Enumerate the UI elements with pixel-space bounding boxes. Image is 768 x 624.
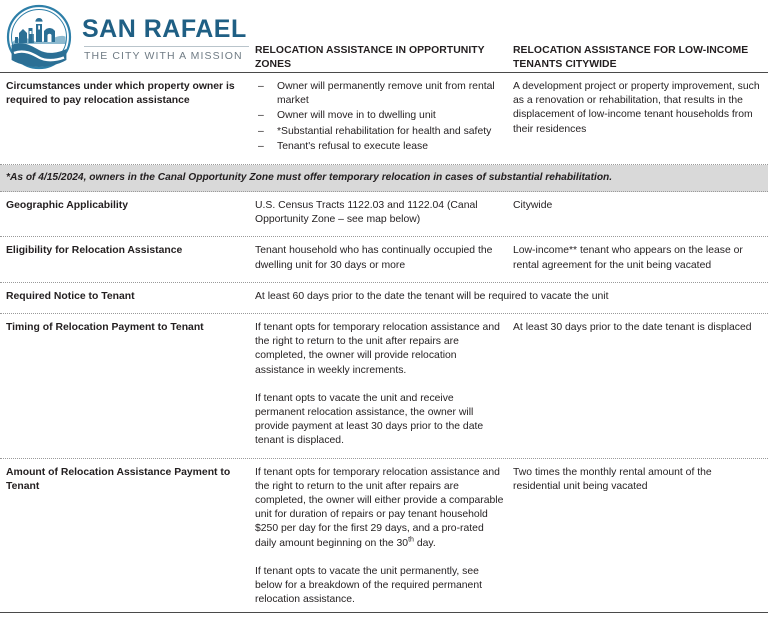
row-cell-timing-citywide [513,314,768,458]
table-row [0,314,768,459]
row-cell-eligibility-oz [255,237,513,281]
note-text: *As of 4/15/2024, owners in the Canal Opportunity Zone must offer temporary relocation in cases of substantial rehabilitation. [6,172,613,184]
list-item [255,80,505,108]
paragraph: If tenant opts to vacate the unit and receive permanent relocation assistance, the owner will provide payment at least 30 days prior to the date tenant is displaced. [255,392,484,447]
row-cell-geographic-oz [255,192,513,236]
list-item [255,109,505,123]
row-cell-required-notice-spanned [255,283,768,313]
paragraph: U.S. Census Tracts 1122.03 and 1122.04 (Canal Opportunity Zone – see map below) [255,200,478,226]
paragraph: If tenant opts to vacate the unit permanently, see below for a breakdown of the required permanent relocation assistance. [255,565,483,606]
amount-text-after-ordinal: day. [413,537,436,549]
table-bottom-rule [0,612,768,613]
table-row [0,73,768,165]
row-label-required-notice: Required Notice to Tenant [6,290,135,302]
list-item-label: Owner will move in to dwelling unit [277,110,436,122]
dash-bullet-icon: – [258,81,264,92]
table-row [0,192,768,237]
list-item-label: *Substantial rehabilitation for health and safety [277,125,492,137]
paragraph: Tenant household who has continually occupied the dwelling unit for 30 days or more [255,245,493,271]
row-cell-amount-oz [255,459,513,617]
row-cell-circumstances-oz [255,73,513,164]
paragraph: Two times the monthly rental amount of the residential unit being vacated [513,466,712,492]
row-cell-geographic-citywide [513,192,768,236]
list-item-label: Tenant's refusal to execute lease [277,140,429,152]
table-column-headers [0,44,768,72]
comparison-table [0,72,768,616]
dash-bullet-icon: – [258,110,264,122]
paragraph: If tenant opts for temporary relocation assistance and the right to return to the unit after repairs are completed, the owner will provide relocation assistance in weekly increments. [255,322,500,376]
paragraph: At least 30 days prior to the date tenant is displaced [513,322,752,334]
table-row [0,237,768,282]
logo-title: SAN RAFAEL [82,15,247,44]
paragraph [255,466,505,551]
list-item [255,125,505,139]
circumstances-bullet-list [255,80,505,154]
row-label-timing: Timing of Relocation Payment to Tenant [6,322,204,334]
row-label-eligibility: Eligibility for Relocation Assistance [6,245,183,257]
row-cell-timing-oz [255,314,513,458]
dash-bullet-icon: – [258,125,264,137]
dash-bullet-icon: – [258,140,264,152]
row-cell-circumstances-citywide [513,73,768,164]
substantial-rehabilitation-note-band [0,165,768,192]
ordinal-suffix: th [408,536,414,544]
table-row [0,283,768,314]
row-label-geographic-applicability: Geographic Applicability [6,200,129,212]
row-cell-amount-citywide [513,459,768,617]
row-cell-eligibility-citywide [513,237,768,281]
paragraph: A development project or property improvement, such as a renovation or rehabilitation, that results in the displacement of low-income tenant households from their residences [513,81,760,135]
paragraph: At least 60 days prior to the date the tenant will be required to vacate the unit [255,290,609,302]
column-header-opportunity-zones: RELOCATION ASSISTANCE IN OPPORTUNITY ZONES [255,45,485,70]
paragraph: Citywide [513,200,553,212]
row-label-amount: Amount of Relocation Assistance Payment to Tenant [6,466,231,492]
table-row [0,459,768,617]
column-header-low-income-citywide: RELOCATION ASSISTANCE FOR LOW-INCOME TENANTS CITYWIDE [513,45,749,70]
logo-tagline: THE CITY WITH A MISSION [84,49,243,62]
paragraph: Low-income** tenant who appears on the lease or rental agreement for the unit being vacated [513,245,743,271]
amount-text-before-ordinal: If tenant opts for temporary relocation assistance and the right to return to the unit after repairs are completed, the owner will either provide a comparable unit for duration of repairs or pay tenant household $250 per day for the first 29 days, and a pro-rated daily amount beginning on the 30 [255,466,504,549]
row-label-circumstances: Circumstances under which property owner is required to pay relocation assistance [6,81,235,107]
list-item [255,140,505,154]
list-item-label: Owner will permanently remove unit from rental market [277,81,495,107]
